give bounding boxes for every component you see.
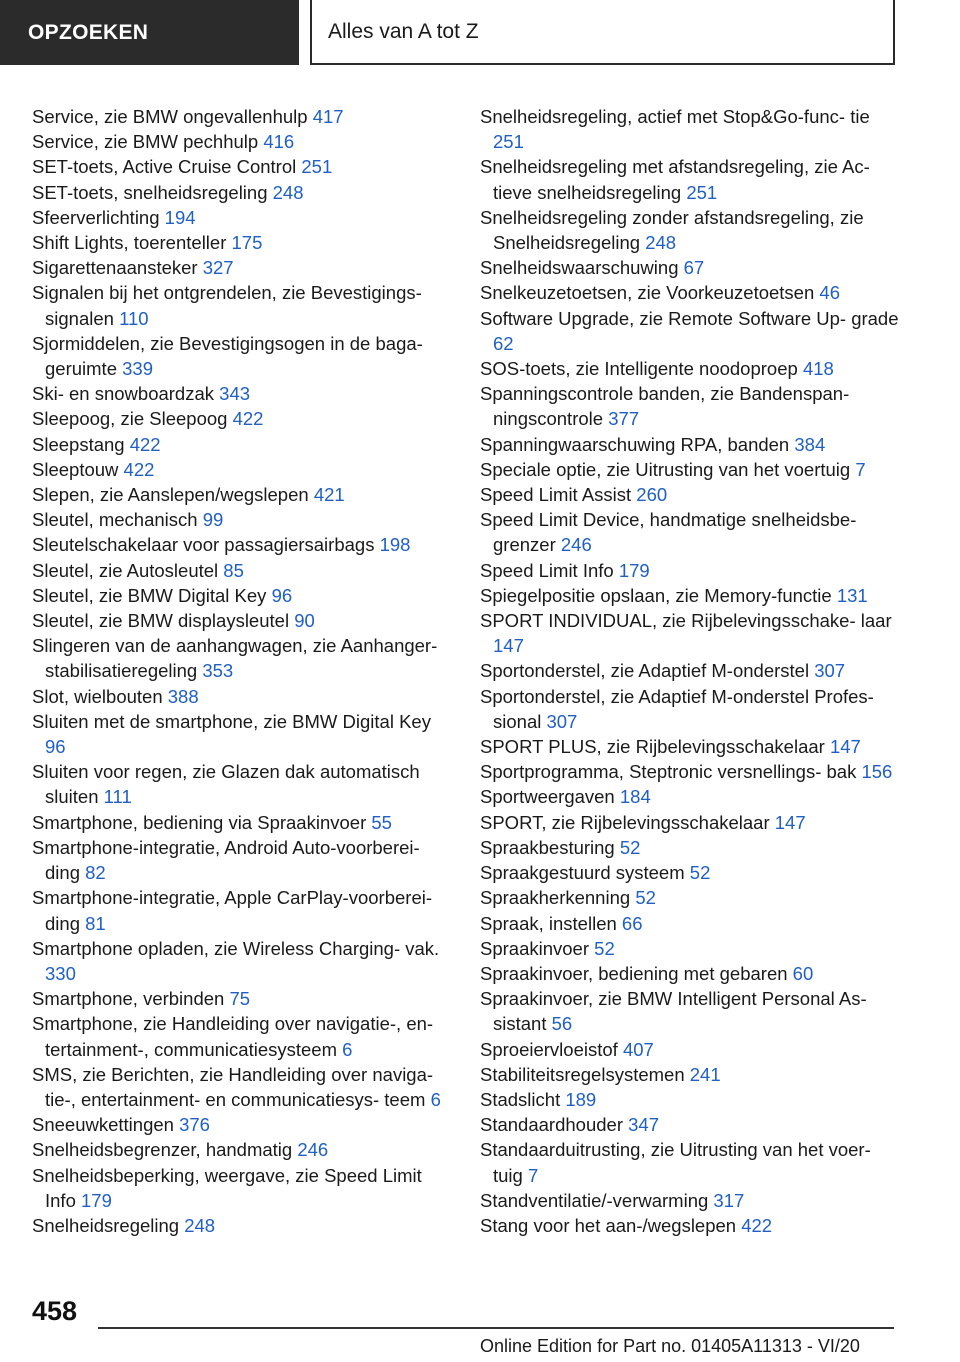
page-reference-link[interactable]: 377	[608, 408, 640, 430]
index-entry-term: Slot, wielbouten	[32, 685, 163, 707]
index-entry	[32, 1213, 452, 1238]
page-reference-link[interactable]: 376	[179, 1114, 210, 1136]
page-reference-link[interactable]: 260	[636, 484, 668, 506]
page-reference-link[interactable]: 52	[689, 862, 711, 884]
index-entry	[480, 457, 900, 482]
index-entry	[32, 406, 452, 431]
page-reference-link[interactable]: 417	[312, 106, 344, 127]
page-reference-link[interactable]: 85	[223, 559, 244, 581]
index-entry	[32, 1011, 452, 1061]
index-entry	[480, 104, 900, 154]
index-entry	[480, 810, 900, 835]
index-entry-term: Speed Limit Info	[480, 559, 614, 581]
index-entry-term: Spanningwaarschuwing RPA, banden	[480, 433, 790, 455]
index-entry	[32, 457, 452, 482]
page-reference-link[interactable]: 55	[371, 811, 392, 833]
page-number: 458	[32, 1296, 78, 1326]
page-reference-link[interactable]: 96	[271, 584, 293, 606]
index-entry-term: Snelheidswaarschuwing	[480, 257, 679, 279]
index-entry	[32, 532, 452, 557]
index-entry	[480, 280, 900, 305]
index-entry	[480, 381, 900, 431]
page-reference-link[interactable]: 251	[686, 181, 718, 203]
page-reference-link[interactable]: 251	[301, 156, 333, 178]
index-entry	[480, 784, 900, 809]
page-reference-link[interactable]: 81	[85, 912, 106, 934]
index-entry	[32, 507, 452, 532]
page-reference-link[interactable]: 248	[645, 232, 677, 254]
index-entry-term: Sleutel, zie BMW Digital Key	[32, 584, 267, 606]
index-entry	[480, 1037, 900, 1062]
index-entry-term: Slingeren van de aanhangwagen, zie Aanhanger- stabilisatieregeling	[32, 635, 438, 682]
footer-divider	[98, 1327, 894, 1329]
index-entry	[32, 129, 452, 154]
page-reference-link[interactable]: 66	[621, 912, 643, 934]
index-entry-term: Smartphone-integratie, Android Auto-voorberei- ding	[32, 836, 420, 884]
index-entry-term: Stadslicht	[480, 1088, 561, 1110]
index-entry	[480, 1213, 900, 1238]
index-entry-term: Smartphone opladen, zie Wireless Charging- vak.	[32, 937, 440, 959]
page-reference-link[interactable]: 184	[619, 786, 651, 808]
section-tab	[0, 0, 299, 65]
index-entry-term: Spraakherkenning	[480, 887, 631, 909]
index-entry-term: Sleutel, zie BMW displaysleutel	[32, 610, 290, 632]
index-entry-term: Speed Limit Assist	[480, 484, 632, 506]
index-entry	[480, 658, 900, 683]
index-entry	[480, 759, 900, 784]
index-entry-term: Software Upgrade, zie Remote Software Up- grade	[480, 307, 899, 329]
index-entry	[32, 1137, 452, 1162]
index-entry-term: Sfeerverlichting	[32, 206, 160, 228]
page-reference-link[interactable]: 56	[551, 1013, 573, 1035]
index-entry-term: Standaarduitrusting, zie Uitrusting van het voer- tuig	[480, 1139, 871, 1186]
page-reference-link[interactable]: 110	[119, 307, 149, 329]
index-entry-term: Snelheidsregeling, actief met Stop&Go-func- tie	[480, 106, 870, 127]
index-entry-term: SET-toets, Active Cruise Control	[32, 156, 297, 178]
index-entry	[32, 608, 452, 633]
index-entry	[480, 608, 900, 658]
page-reference-link[interactable]: 384	[794, 433, 826, 455]
index-entry	[32, 684, 452, 709]
page-reference-link[interactable]: 347	[628, 1114, 659, 1136]
index-entry-term: Sluiten met de smartphone, zie BMW Digital Key	[32, 710, 431, 732]
index-entry	[32, 1112, 452, 1137]
page-reference-link[interactable]: 60	[792, 962, 814, 984]
index-entry-term: Sjormiddelen, zie Bevestigingsogen in de baga- geruimte	[32, 332, 423, 380]
index-entry-term: Ski- en snowboardzak	[32, 383, 215, 405]
index-entry	[32, 583, 452, 608]
index-entry	[32, 482, 452, 507]
page-reference-link[interactable]: 307	[814, 660, 846, 682]
page-reference-link[interactable]: 198	[379, 534, 411, 556]
index-entry-term: Sleepstang	[32, 433, 125, 455]
page-reference-link[interactable]: 416	[263, 131, 295, 153]
index-entry-term: Sleutel, mechanisch	[32, 509, 198, 531]
index-entry	[32, 205, 452, 230]
index-entry-term: Sportweergaven	[480, 786, 615, 808]
index-entry	[480, 936, 900, 961]
index-entry	[32, 280, 452, 330]
index-entry-term: Spraakgestuurd systeem	[480, 862, 685, 884]
index-entry-term: Speed Limit Device, handmatige snelheidsbe- grenzer	[480, 509, 857, 556]
index-entry-term: Spanningscontrole banden, zie Bandenspan- ningscontrole	[480, 383, 850, 430]
page-reference-link[interactable]: 67	[683, 257, 705, 279]
page-reference-link[interactable]: 339	[122, 358, 153, 380]
page-reference-link[interactable]: 147	[493, 635, 524, 657]
page-reference-link[interactable]: 156	[861, 761, 893, 783]
index-entry	[32, 936, 452, 986]
index-entry	[32, 633, 452, 683]
index-entry	[32, 1163, 452, 1213]
index-entry-term: Smartphone-integratie, Apple CarPlay-voorberei- ding	[32, 887, 433, 934]
page-reference-link[interactable]: 179	[618, 559, 650, 581]
page-reference-link[interactable]: 147	[774, 811, 806, 833]
index-entry-term: Sleutelschakelaar voor passagiersairbags	[32, 534, 375, 556]
index-entry	[32, 558, 452, 583]
index-entry-term: Snelheidsbeperking, weergave, zie Speed Limit Info	[32, 1164, 422, 1211]
index-entry	[480, 986, 900, 1036]
index-entry-term: Shift Lights, toerenteller	[32, 232, 227, 254]
index-entry	[32, 331, 452, 381]
page-reference-link[interactable]: 307	[546, 710, 578, 732]
page-reference-link[interactable]: 90	[294, 610, 315, 632]
page-reference-link[interactable]: 82	[85, 862, 106, 884]
page-reference-link[interactable]: 418	[802, 358, 834, 380]
page-reference-link[interactable]: 179	[81, 1189, 112, 1211]
index-entry	[32, 381, 452, 406]
page-reference-link[interactable]: 251	[493, 131, 524, 153]
index-entry	[480, 1062, 900, 1087]
index-entry	[480, 583, 900, 608]
page-reference-link[interactable]: 343	[219, 383, 251, 405]
index-entry-term: Sportonderstel, zie Adaptief M-onderstel	[480, 660, 810, 682]
index-entry-term: Service, zie BMW ongevallenhulp	[32, 106, 308, 127]
page-reference-link[interactable]: 246	[560, 534, 592, 556]
index-entry	[480, 1188, 900, 1213]
page-reference-link[interactable]: 353	[202, 660, 234, 682]
index-entry-term: Spraakinvoer	[480, 937, 590, 959]
index-entry-term: Sigarettenaansteker	[32, 257, 198, 279]
index-entry-term: Standventilatie/-verwarming	[480, 1189, 709, 1211]
index-entry-term: SMS, zie Berichten, zie Handleiding over naviga- tie-, entertainment- en communicatiesys- teem	[32, 1063, 434, 1110]
index-entry	[480, 860, 900, 885]
index-entry	[480, 482, 900, 507]
page-reference-link[interactable]: 7	[855, 458, 866, 480]
page-reference-link[interactable]: 248	[272, 181, 304, 203]
index-entry	[32, 154, 452, 179]
index-entry-term: Snelheidsregeling	[32, 1214, 180, 1236]
page-reference-link[interactable]: 96	[45, 736, 66, 758]
index-entry-term: Smartphone, bediening via Spraakinvoer	[32, 811, 367, 833]
index-entry-term: SPORT INDIVIDUAL, zie Rijbelevingsschake- laar	[480, 610, 892, 632]
index-entry	[32, 180, 452, 205]
page-reference-link[interactable]: 131	[836, 584, 868, 606]
index-entry-term: Smartphone, verbinden	[32, 988, 225, 1010]
page-reference-link[interactable]: 327	[202, 257, 234, 279]
page-reference-link[interactable]: 46	[819, 282, 840, 304]
page-reference-link[interactable]: 111	[103, 786, 132, 808]
page-reference-link[interactable]: 421	[313, 484, 345, 506]
index-entry-term: Speciale optie, zie Uitrusting van het voertuig	[480, 458, 851, 480]
index-entry-term: Stabiliteitsregelsystemen	[480, 1063, 685, 1085]
page-reference-link[interactable]: 388	[167, 685, 199, 707]
index-entry-term: Sportprogramma, Steptronic versnellings- bak	[480, 761, 857, 783]
index-entry-term: Sleepoog, zie Sleepoog	[32, 408, 228, 430]
page-reference-link[interactable]: 6	[342, 1038, 353, 1060]
chapter-tab	[310, 0, 895, 65]
index-entry-term: Service, zie BMW pechhulp	[32, 131, 259, 153]
page-reference-link[interactable]: 246	[297, 1139, 329, 1161]
page-reference-link[interactable]: 62	[493, 332, 514, 354]
page-header	[0, 0, 960, 66]
index-entry	[32, 885, 452, 935]
page-reference-link[interactable]: 241	[689, 1063, 721, 1085]
index-entry-term: Sneeuwkettingen	[32, 1114, 174, 1136]
index-entry	[32, 255, 452, 280]
index-entry-term: Standaardhouder	[480, 1114, 623, 1136]
page-reference-link[interactable]: 194	[164, 206, 196, 228]
index-entry-term: Snelheidsregeling zonder afstandsregeling, zie Snelheidsregeling	[480, 206, 864, 254]
page-reference-link[interactable]: 52	[619, 836, 641, 858]
index-entry	[480, 1112, 900, 1137]
index-entry-term: Snelkeuzetoetsen, zie Voorkeuzetoetsen	[480, 282, 815, 304]
index-entry-term: SET-toets, snelheidsregeling	[32, 181, 268, 203]
index-entry-term: SOS-toets, zie Intelligente noodoproep	[480, 358, 798, 380]
page-reference-link[interactable]: 52	[594, 937, 615, 959]
index-entry-term: Snelheidsregeling met afstandsregeling, zie Ac- tieve snelheidsregeling	[480, 156, 870, 203]
index-entry	[480, 961, 900, 986]
page-reference-link[interactable]: 52	[635, 887, 656, 909]
index-entry	[32, 835, 452, 885]
index-entry	[480, 205, 900, 255]
index-entry	[480, 154, 900, 204]
page-reference-link[interactable]: 248	[184, 1214, 216, 1236]
index-entry	[32, 759, 452, 809]
index-entry-term: Spraakinvoer, bediening met gebaren	[480, 962, 788, 984]
index-entry	[32, 986, 452, 1011]
page-reference-link[interactable]: 422	[123, 458, 155, 480]
page-reference-link[interactable]: 189	[565, 1088, 597, 1110]
index-entry	[480, 911, 900, 936]
index-entry	[32, 709, 452, 759]
index-entry-term: Sleeptouw	[32, 458, 119, 480]
index-entry	[480, 356, 900, 381]
index-column-left	[32, 104, 452, 1238]
index-entry-term: Spraakinvoer, zie BMW Intelligent Personal As- sistant	[480, 988, 867, 1035]
index-entry	[32, 810, 452, 835]
page-reference-link[interactable]: 422	[129, 433, 161, 455]
index-entry	[32, 1062, 452, 1112]
index-entry-term: Smartphone, zie Handleiding over navigatie-, en- tertainment-, communicatiesysteem	[32, 1013, 434, 1060]
index-column-right	[480, 104, 900, 1238]
footer-edition: Online Edition for Part no. 01405A11313 - VI/20	[480, 1336, 860, 1356]
index-entry	[480, 558, 900, 583]
page-reference-link[interactable]: 175	[231, 232, 263, 254]
index-entry-term: SPORT, zie Rijbelevingsschakelaar	[480, 811, 770, 833]
page-reference-link[interactable]: 147	[829, 736, 861, 758]
page-reference-link[interactable]: 99	[202, 509, 224, 531]
page-reference-link[interactable]: 75	[229, 988, 251, 1010]
index-entry-term: Stang voor het aan-/wegslepen	[480, 1214, 737, 1236]
index-entry-term: Snelheidsbegrenzer, handmatig	[32, 1139, 293, 1161]
page-reference-link[interactable]: 422	[741, 1214, 773, 1236]
page-reference-link[interactable]: 422	[232, 408, 264, 430]
index-entry	[32, 432, 452, 457]
page-reference-link[interactable]: 407	[622, 1038, 654, 1060]
page-reference-link[interactable]: 7	[527, 1164, 539, 1186]
index-entry	[480, 255, 900, 280]
chapter-title: Alles van A tot Z	[328, 19, 479, 43]
index-entry-term: Slepen, zie Aanslepen/wegslepen	[32, 484, 309, 506]
index-entry-term: Sproeiervloeistof	[480, 1038, 618, 1060]
index-entry	[480, 835, 900, 860]
index-entry	[480, 885, 900, 910]
index-entry	[480, 684, 900, 734]
index-entry-term: Sleutel, zie Autosleutel	[32, 559, 219, 581]
index-entry	[480, 1137, 900, 1187]
index-entry-term: Spiegelpositie opslaan, zie Memory-functie	[480, 584, 832, 606]
index-entry-term: Sportonderstel, zie Adaptief M-onderstel Profes- sional	[480, 685, 874, 732]
page-reference-link[interactable]: 6	[430, 1088, 441, 1110]
index-entry	[32, 230, 452, 255]
index-entry-term: SPORT PLUS, zie Rijbelevingsschakelaar	[480, 736, 825, 758]
index-entry-term: Sluiten voor regen, zie Glazen dak automatisch sluiten	[32, 761, 420, 808]
index-entry-term: Spraakbesturing	[480, 836, 615, 858]
index-entry	[480, 1087, 900, 1112]
index-entry	[480, 432, 900, 457]
index-entry-term: Signalen bij het ontgrendelen, zie Bevestigings- signalen	[32, 282, 422, 329]
index-entry	[480, 734, 900, 759]
index-entry	[480, 306, 900, 356]
page-reference-link[interactable]: 317	[713, 1189, 745, 1211]
index-entry	[480, 507, 900, 557]
index-entry	[32, 104, 452, 129]
page-reference-link[interactable]: 330	[45, 962, 76, 984]
index-entry-term: Spraak, instellen	[480, 912, 617, 934]
section-label: OPZOEKEN	[28, 20, 149, 44]
